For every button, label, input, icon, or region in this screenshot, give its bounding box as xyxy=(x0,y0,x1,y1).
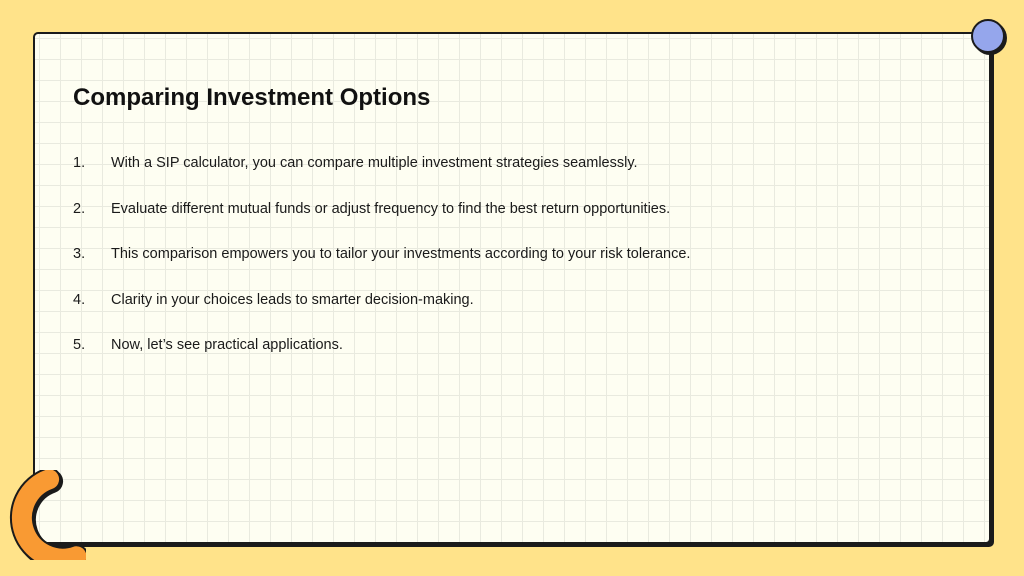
list-item-text: Clarity in your choices leads to smarter decision-making. xyxy=(111,291,474,308)
list-item-number: 4. xyxy=(73,291,86,308)
slide-card xyxy=(33,32,991,544)
list-item xyxy=(73,292,690,338)
list-item-number: 5. xyxy=(73,337,86,353)
blue-circle-icon xyxy=(971,19,1005,53)
slide-title: Comparing Investment Options xyxy=(73,84,431,111)
list-item xyxy=(73,337,690,383)
list-item-number: 1. xyxy=(73,155,86,171)
list-item-text: Now, let’s see practical applications. xyxy=(111,337,343,353)
orange-arc-icon xyxy=(6,470,86,560)
list-item xyxy=(73,246,690,292)
list-item-number: 2. xyxy=(73,200,86,217)
list-item-number: 3. xyxy=(73,246,86,262)
list-item-text: With a SIP calculator, you can compare multiple investment strategies seamlessly. xyxy=(111,155,638,171)
numbered-list xyxy=(73,155,690,383)
list-item-text: This comparison empowers you to tailor your investments according to your risk tolerance. xyxy=(111,246,691,262)
list-item xyxy=(73,201,690,247)
list-item-text: Evaluate different mutual funds or adjust frequency to find the best return opportunities. xyxy=(111,200,671,217)
list-item xyxy=(73,155,690,201)
